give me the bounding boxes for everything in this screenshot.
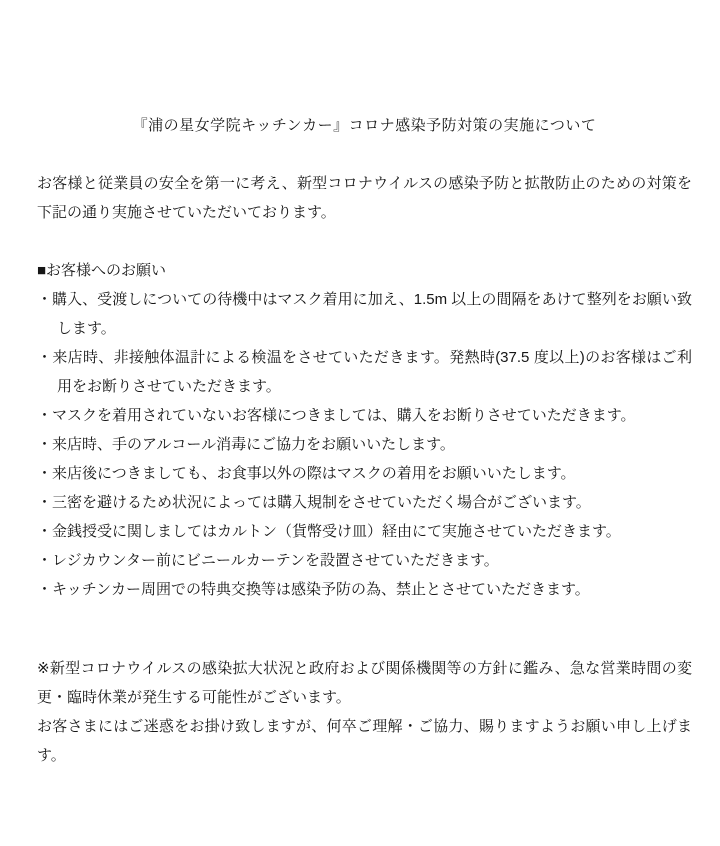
list-item: ・三密を避けるため状況によっては購入規制をさせていただく場合がございます。 [37,494,591,511]
customer-requests-list [37,285,692,604]
notes-section [37,654,692,770]
closing-paragraph: お客さまにはご迷惑をお掛け致しますが、何卒ご理解・ご協力、賜りますようお願い申し上げます。 [37,718,692,764]
list-item: ・金銭授受に関しましてはカルトン（貨幣受け皿）経由にて実施させていただきます。 [37,523,621,540]
intro-paragraph: お客様と従業員の安全を第一に考え、新型コロナウイルスの感染予防と拡散防止のための対策を下記の通り実施させていただいております。 [37,175,692,221]
list-item: ・購入、受渡しについての待機中はマスク着用に加え、1.5m 以上の間隔をあけて整列をお願い致します。 [37,291,692,337]
customer-requests-heading: ■お客様へのお願い [37,262,167,279]
document-title: 『浦の星女学院キッチンカー』コロナ感染予防対策の実施について [132,117,597,134]
list-item: ・キッチンカー周囲での特典交換等は感染予防の為、禁止とさせていただきます。 [37,581,590,598]
list-item: ・来店時、非接触体温計による検温をさせていただきます。発熱時(37.5 度以上)のお客様はご利用をお断りさせていただきます。 [37,349,692,395]
list-item: ・マスクを着用されていないお客様につきましては、購入をお断りさせていただきます。 [37,407,636,424]
note-paragraph: ※新型コロナウイルスの感染拡大状況と政府および関係機関等の方針に鑑み、急な営業時間の変更・臨時休業が発生する可能性がございます。 [37,660,692,706]
list-item: ・来店時、手のアルコール消毒にご協力をお願いいたします。 [37,436,455,453]
list-item: ・レジカウンター前にビニールカーテンを設置させていただきます。 [37,552,499,569]
list-item: ・来店後につきましても、お食事以外の際はマスクの着用をお願いいたします。 [37,465,576,482]
